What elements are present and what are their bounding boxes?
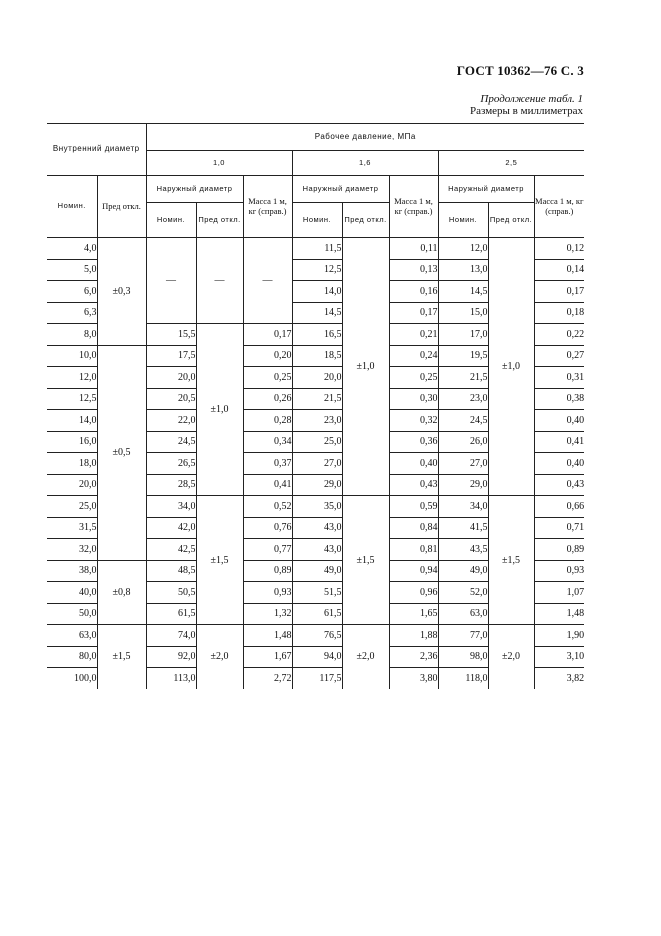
- mass-3-cell: 0,41: [534, 431, 584, 453]
- mass-3-cell: 0,38: [534, 388, 584, 410]
- outer-diameter-2-cell: 117,5: [292, 668, 342, 689]
- outer-diameter-1-cell: 22,0: [146, 410, 196, 432]
- mass-2-cell: 0,25: [389, 367, 438, 389]
- inner-tolerance-cell: ±1,5: [97, 625, 146, 689]
- outer-diameter-2-cell: 61,5: [292, 603, 342, 625]
- mass-1-cell: 1,67: [243, 646, 292, 668]
- mass-1-cell: —: [243, 238, 292, 324]
- pipe-dimensions-table: [47, 123, 584, 689]
- mass-1-cell: 0,41: [243, 474, 292, 496]
- outer-diameter-3-cell: 34,0: [438, 496, 488, 518]
- mass-2-cell: 0,59: [389, 496, 438, 518]
- mass-3-cell: 1,48: [534, 603, 584, 625]
- outer-diameter-1-cell: 15,5: [146, 324, 196, 346]
- mass-2-cell: 3,80: [389, 668, 438, 689]
- mass-1-cell: 0,28: [243, 410, 292, 432]
- mass-3-cell: 0,14: [534, 259, 584, 281]
- outer-tolerance-1-cell: —: [196, 238, 243, 324]
- outer-tolerance-3-cell: ±2,0: [488, 625, 534, 689]
- mass-1-cell: 0,76: [243, 517, 292, 539]
- mass-2-cell: 0,11: [389, 238, 438, 260]
- outer-diameter-1-cell: 42,5: [146, 539, 196, 561]
- outer-diameter-3-cell: 23,0: [438, 388, 488, 410]
- inner-diameter-cell: 50,0: [47, 603, 97, 625]
- mass-2-cell: 0,94: [389, 560, 438, 582]
- outer-diameter-2-cell: 20,0: [292, 367, 342, 389]
- mass-2-cell: 0,13: [389, 259, 438, 281]
- outer-diameter-3-cell: 49,0: [438, 560, 488, 582]
- mass-3-cell: 3,82: [534, 668, 584, 689]
- outer-diameter-3-cell: 27,0: [438, 453, 488, 475]
- inner-diameter-cell: 100,0: [74, 672, 97, 684]
- mass-1-cell: 0,89: [243, 560, 292, 582]
- inner-diameter-cell: 20,0: [47, 474, 97, 496]
- inner-diameter-cell: 25,0: [47, 496, 97, 518]
- outer-diameter-1-cell: 17,5: [146, 345, 196, 367]
- inner-diameter-cell: 32,0: [47, 539, 97, 561]
- mass-1-cell: 0,77: [243, 539, 292, 561]
- outer-diameter-1-cell: 26,5: [146, 453, 196, 475]
- outer-diameter-3-cell: 98,0: [438, 646, 488, 668]
- outer-diameter-1-cell: 24,5: [146, 431, 196, 453]
- outer-tolerance-2-cell: ±1,0: [342, 238, 389, 496]
- outer-diameter-3-cell: 17,0: [438, 324, 488, 346]
- inner-diameter-cell: 10,0: [47, 345, 97, 367]
- mass-1-cell: 1,32: [243, 603, 292, 625]
- inner-diameter-cell: 8,0: [47, 324, 97, 346]
- outer-diameter-2-cell: 27,0: [292, 453, 342, 475]
- mass-3-cell: 0,18: [534, 302, 584, 324]
- mass-2-cell: 0,36: [389, 431, 438, 453]
- outer-diameter-1-cell: 34,0: [146, 496, 196, 518]
- mass-header-3: Масса 1 м, кг (справ.): [534, 176, 584, 238]
- outer-tolerance-3-cell: ±1,0: [488, 238, 534, 496]
- mass-3-cell: 0,40: [534, 410, 584, 432]
- outer-diameter-3-cell: 26,0: [438, 431, 488, 453]
- inner-diameter-cell: 31,5: [47, 517, 97, 539]
- outer-diameter-3-cell: 12,0: [438, 238, 488, 260]
- outer-diameter-3-cell: 63,0: [438, 603, 488, 625]
- outer-diameter-header-2: Наружный диаметр: [292, 176, 389, 203]
- mass-1-cell: 0,93: [243, 582, 292, 604]
- outer-diameter-2-cell: 11,5: [292, 238, 342, 260]
- outer-diameter-3-cell: 15,0: [438, 302, 488, 324]
- working-pressure-header: Рабочее давление, МПа: [146, 124, 584, 151]
- outer-diameter-1-cell: 50,5: [146, 582, 196, 604]
- outer-diameter-1-cell: —: [146, 238, 196, 324]
- outer-diameter-2-cell: 23,0: [292, 410, 342, 432]
- outer-diameter-2-cell: 43,0: [292, 517, 342, 539]
- outer-diameter-3-cell: 77,0: [438, 625, 488, 647]
- inner-diameter-cell: 6,0: [47, 281, 97, 303]
- mass-3-cell: 0,31: [534, 367, 584, 389]
- outer-diameter-2-cell: 16,5: [292, 324, 342, 346]
- outer-tol-header-2: Пред откл.: [342, 203, 389, 238]
- inner-tolerance-cell: ±0,3: [97, 238, 146, 346]
- outer-diameter-1-cell: 20,0: [146, 367, 196, 389]
- units-note: Размеры в миллиметрах: [470, 105, 583, 117]
- outer-diameter-2-cell: 14,0: [292, 281, 342, 303]
- outer-diameter-2-cell: 12,5: [292, 259, 342, 281]
- mass-2-cell: 0,43: [389, 474, 438, 496]
- inner-diameter-cell: 80,0: [47, 646, 97, 668]
- mass-1-cell: 2,72: [243, 668, 292, 689]
- inner-diameter-cell: 6,3: [47, 302, 97, 324]
- mass-2-cell: 0,84: [389, 517, 438, 539]
- inner-diameter-cell: 40,0: [47, 582, 97, 604]
- outer-diameter-3-cell: 21,5: [438, 367, 488, 389]
- mass-1-cell: 0,34: [243, 431, 292, 453]
- mass-3-cell: 0,93: [534, 560, 584, 582]
- table-continuation-note: Продолжение табл. 1: [480, 93, 583, 105]
- outer-diameter-3-cell: 43,5: [438, 539, 488, 561]
- outer-diameter-3-cell: 14,5: [438, 281, 488, 303]
- outer-diameter-1-cell: 42,0: [146, 517, 196, 539]
- outer-diameter-3-cell: 13,0: [438, 259, 488, 281]
- outer-diameter-2-cell: 35,0: [292, 496, 342, 518]
- inner-diameter-cell: 12,5: [47, 388, 97, 410]
- pressure-2-header: 1,6: [292, 151, 438, 176]
- mass-1-cell: 0,20: [243, 345, 292, 367]
- outer-diameter-2-cell: 29,0: [292, 474, 342, 496]
- outer-diameter-header-3: Наружный диаметр: [438, 176, 534, 203]
- mass-1-cell: 0,17: [243, 324, 292, 346]
- outer-diameter-3-cell: 19,5: [438, 345, 488, 367]
- outer-tolerance-1-cell: ±2,0: [196, 625, 243, 689]
- outer-diameter-2-cell: 94,0: [292, 646, 342, 668]
- outer-tolerance-2-cell: ±1,5: [342, 496, 389, 625]
- mass-2-cell: 0,30: [389, 388, 438, 410]
- mass-2-cell: 0,96: [389, 582, 438, 604]
- mass-3-cell: 0,40: [534, 453, 584, 475]
- inner-diameter-cell: 5,0: [47, 259, 97, 281]
- inner-diameter-cell: 4,0: [47, 238, 97, 260]
- mass-1-cell: 0,37: [243, 453, 292, 475]
- outer-diameter-1-cell: 113,0: [146, 668, 196, 689]
- mass-3-cell: 0,43: [534, 474, 584, 496]
- mass-3-cell: 0,27: [534, 345, 584, 367]
- outer-diameter-1-cell: 74,0: [146, 625, 196, 647]
- outer-tol-header-3: Пред откл.: [488, 203, 534, 238]
- mass-3-cell: 0,22: [534, 324, 584, 346]
- pressure-1-header: 1,0: [146, 151, 292, 176]
- outer-diameter-2-cell: 51,5: [292, 582, 342, 604]
- outer-diameter-3-cell: 29,0: [438, 474, 488, 496]
- mass-2-cell: 1,88: [389, 625, 438, 647]
- outer-tolerance-1-cell: ±1,0: [196, 324, 243, 496]
- mass-3-cell: 3,10: [534, 646, 584, 668]
- inner-diameter-header: Внутренний диаметр: [47, 124, 146, 176]
- mass-3-cell: 0,17: [534, 281, 584, 303]
- mass-3-cell: 1,90: [534, 625, 584, 647]
- mass-1-cell: 0,52: [243, 496, 292, 518]
- outer-tolerance-2-cell: ±2,0: [342, 625, 389, 689]
- outer-diameter-3-cell: 118,0: [438, 668, 488, 689]
- mass-2-cell: 0,17: [389, 302, 438, 324]
- table-row: [47, 625, 584, 647]
- table-row: [47, 238, 584, 260]
- outer-diameter-1-cell: 28,5: [146, 474, 196, 496]
- outer-diameter-2-cell: 25,0: [292, 431, 342, 453]
- mass-2-cell: 0,40: [389, 453, 438, 475]
- mass-3-cell: 0,12: [534, 238, 584, 260]
- outer-diameter-1-cell: 48,5: [146, 560, 196, 582]
- pressure-3-header: 2,5: [438, 151, 584, 176]
- outer-diameter-3-cell: 41,5: [438, 517, 488, 539]
- outer-diameter-2-cell: 76,5: [292, 625, 342, 647]
- outer-diameter-2-cell: 18,5: [292, 345, 342, 367]
- mass-3-cell: 0,66: [534, 496, 584, 518]
- outer-diameter-2-cell: 21,5: [292, 388, 342, 410]
- outer-diameter-3-cell: 52,0: [438, 582, 488, 604]
- inner-diameter-cell: 14,0: [47, 410, 97, 432]
- mass-3-cell: 0,71: [534, 517, 584, 539]
- outer-diameter-3-cell: 24,5: [438, 410, 488, 432]
- mass-1-cell: 0,25: [243, 367, 292, 389]
- mass-2-cell: 0,81: [389, 539, 438, 561]
- outer-nom-header-3: Номин.: [438, 203, 488, 238]
- outer-diameter-2-cell: 14,5: [292, 302, 342, 324]
- outer-diameter-1-cell: 92,0: [146, 646, 196, 668]
- inner-diameter-cell: 16,0: [47, 431, 97, 453]
- inner-diameter-cell: 63,0: [47, 625, 97, 647]
- mass-header-2: Масса 1 м, кг (справ.): [389, 176, 438, 238]
- inner-nom-header: Номин.: [47, 176, 97, 238]
- mass-2-cell: 2,36: [389, 646, 438, 668]
- outer-diameter-1-cell: 61,5: [146, 603, 196, 625]
- mass-2-cell: 0,32: [389, 410, 438, 432]
- inner-tolerance-cell: ±0,8: [97, 560, 146, 625]
- mass-1-cell: 0,26: [243, 388, 292, 410]
- mass-2-cell: 0,16: [389, 281, 438, 303]
- outer-diameter-2-cell: 49,0: [292, 560, 342, 582]
- outer-diameter-1-cell: 20,5: [146, 388, 196, 410]
- outer-nom-header-2: Номин.: [292, 203, 342, 238]
- outer-nom-header-1: Номин.: [146, 203, 196, 238]
- mass-2-cell: 0,24: [389, 345, 438, 367]
- outer-diameter-2-cell: 43,0: [292, 539, 342, 561]
- outer-diameter-header-1: Наружный диаметр: [146, 176, 243, 203]
- mass-header-1: Масса 1 м, кг (справ.): [243, 176, 292, 238]
- inner-diameter-cell: 18,0: [47, 453, 97, 475]
- document-code: ГОСТ 10362—76 С. 3: [456, 63, 584, 78]
- inner-tol-header: Пред откл.: [97, 176, 146, 238]
- mass-3-cell: 1,07: [534, 582, 584, 604]
- mass-1-cell: 1,48: [243, 625, 292, 647]
- outer-tolerance-3-cell: ±1,5: [488, 496, 534, 625]
- mass-2-cell: 1,65: [389, 603, 438, 625]
- mass-3-cell: 0,89: [534, 539, 584, 561]
- inner-tolerance-cell: ±0,5: [97, 345, 146, 560]
- inner-diameter-cell: 38,0: [47, 560, 97, 582]
- mass-2-cell: 0,21: [389, 324, 438, 346]
- outer-tol-header-1: Пред откл.: [196, 203, 243, 238]
- inner-diameter-cell: 12,0: [47, 367, 97, 389]
- outer-tolerance-1-cell: ±1,5: [196, 496, 243, 625]
